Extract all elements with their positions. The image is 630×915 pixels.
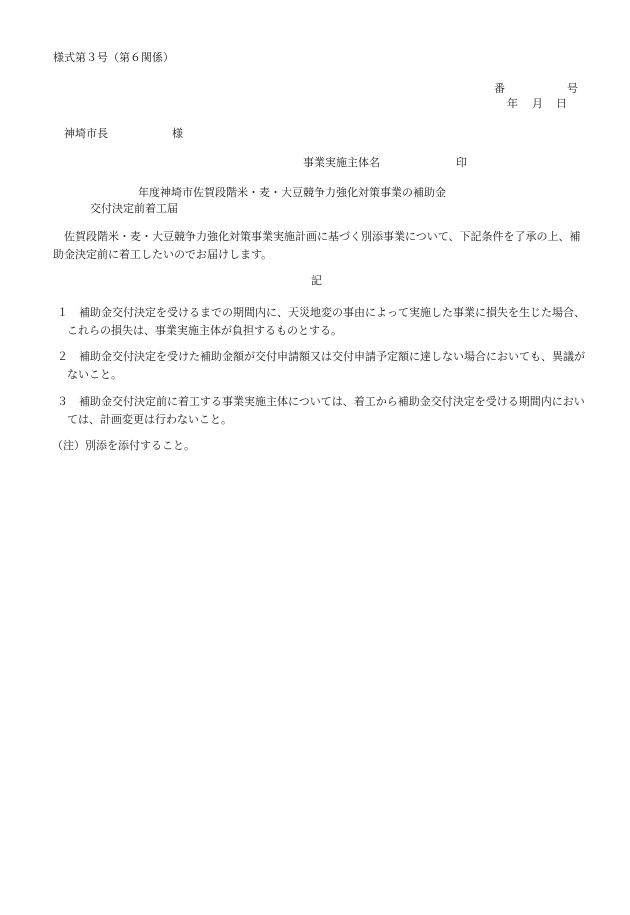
addressee-name: 神埼市長 — [64, 127, 108, 140]
condition-text: 補助金交付決定を受けるまでの期間内に、天災地変の事由によって実施した事業に損失を生じた場合、これらの損失は、事業実施主体が負担するものとする。 — [67, 306, 585, 337]
condition-text: 補助金交付決定前に着工する事業実施主体については、着工から補助金交付決定を受ける期間内においては、計画変更は行わないこと。 — [67, 395, 585, 426]
ki-heading: 記 — [311, 274, 322, 287]
applicant-label: 事業実施主体名 — [303, 156, 380, 169]
doc-number-go: 号 — [567, 82, 578, 95]
title-line-2: 交付決定前着工届 — [90, 202, 178, 215]
date-day: 日 — [556, 97, 567, 110]
condition-text: 補助金交付決定を受けた補助金額が交付申請額又は交付申請予定額に達しない場合においても、異議がないこと。 — [67, 350, 585, 381]
condition-number: ３ — [57, 395, 68, 408]
condition-number: ２ — [57, 350, 68, 363]
applicant-seal: 印 — [456, 156, 467, 169]
condition-number: １ — [57, 306, 68, 319]
addressee-honorific: 様 — [172, 127, 183, 140]
date-month: 月 — [532, 97, 543, 110]
date-year: 年 — [507, 97, 518, 110]
body-text: 佐賀段階米・麦・大豆競争力強化対策事業実施計画に基づく別添事業について、下記条件を了承の上、補助金決定前に着工したいのでお届けします。 — [53, 230, 581, 261]
form-number: 様式第３号（第６関係） — [53, 51, 174, 64]
doc-number-ban: 番 — [494, 82, 505, 95]
note: （注）別添を添付すること。 — [52, 439, 195, 452]
title-line-1: 年度神埼市佐賀段階米・麦・大豆競争力強化対策事業の補助金 — [138, 186, 446, 199]
